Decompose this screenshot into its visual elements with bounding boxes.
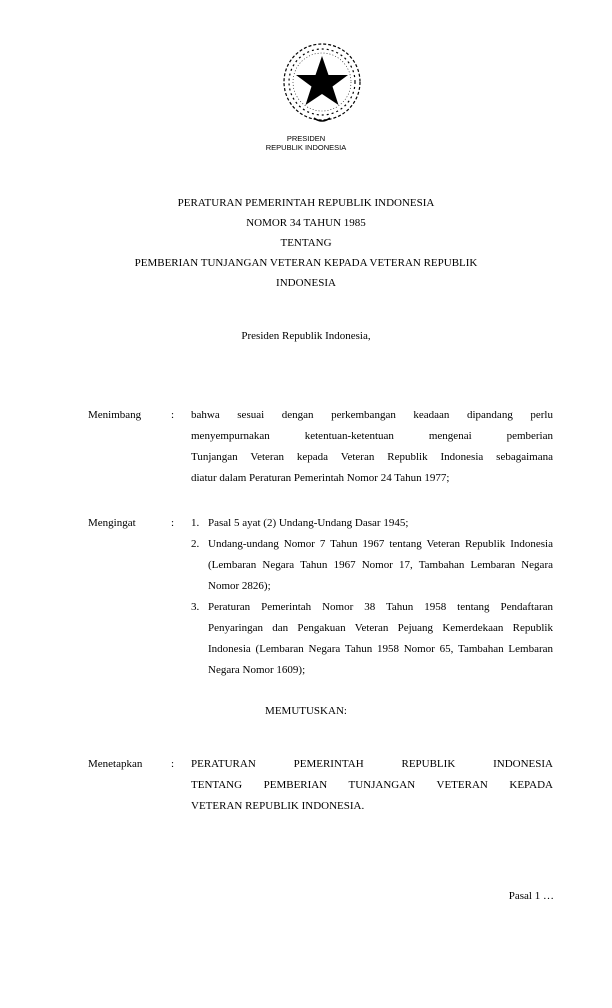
menimbang-line: menyempurnakan ketentuan-ketentuan mengenai pemberian bbox=[191, 430, 553, 442]
title-number: NOMOR 34 TAHUN 1985 bbox=[246, 217, 366, 229]
menimbang-line: bahwa sesuai dengan perkembangan keadaan dipandang perlu bbox=[191, 409, 553, 421]
list-number: 2. bbox=[191, 538, 200, 550]
menetapkan-colon: : bbox=[171, 758, 175, 770]
list-text: Pasal 5 ayat (2) Undang-Undang Dasar 1945; bbox=[208, 517, 409, 529]
menimbang-line: diatur dalam Peraturan Pemerintah Nomor 24 Tahun 1977; bbox=[191, 472, 450, 484]
mengingat-colon: : bbox=[171, 517, 175, 529]
title-subject: PEMBERIAN TUNJANGAN VETERAN KEPADA VETERAN REPUBLIK bbox=[134, 257, 478, 269]
menetapkan-label: Menetapkan bbox=[88, 758, 143, 770]
presidential-emblem-icon bbox=[278, 38, 366, 126]
menimbang-label: Menimbang bbox=[88, 409, 142, 421]
title-tentang: TENTANG bbox=[280, 237, 332, 249]
title-line: PERATURAN PEMERINTAH REPUBLIK INDONESIA bbox=[177, 197, 435, 209]
document-title bbox=[0, 193, 612, 293]
menetapkan-line: PERATURAN PEMERINTAH REPUBLIK INDONESIA bbox=[191, 758, 553, 770]
mengingat-label: Mengingat bbox=[88, 517, 136, 529]
list-item bbox=[191, 513, 553, 534]
preamble: Presiden Republik Indonesia, bbox=[241, 330, 371, 342]
menimbang-text bbox=[191, 405, 553, 489]
mengingat-list bbox=[191, 513, 553, 681]
menetapkan-text bbox=[191, 754, 553, 817]
menimbang-colon: : bbox=[171, 409, 175, 421]
list-number: 3. bbox=[191, 601, 200, 613]
title-subject-cont: INDONESIA bbox=[276, 277, 336, 289]
list-text: Undang-undang Nomor 7 Tahun 1967 tentang Veteran Republik Indonesia (Lembaran Negara Tahun 1967 Nomor 17, Tambahan Lembaran Negara Nomor 2826); bbox=[208, 538, 553, 592]
menimbang-line: Tunjangan Veteran kepada Veteran Republik Indonesia sebagaimana bbox=[191, 451, 553, 463]
list-number: 1. bbox=[191, 517, 200, 529]
list-text: Peraturan Pemerintah Nomor 38 Tahun 1958 tentang Pendaftaran Penyaringan dan Pengakuan Veteran Pejuang Kemerdekaan Republik Indonesia (Lembaran Negara Tahun 1958 Nomor 65, Tambahan Lembaran Negara Nomor 1609); bbox=[208, 601, 553, 676]
page-continuation: Pasal 1 … bbox=[508, 890, 554, 902]
list-item bbox=[191, 534, 553, 597]
memutuskan-heading: MEMUTUSKAN: bbox=[265, 705, 347, 717]
letterhead-line1: PRESIDEN bbox=[286, 134, 326, 143]
letterhead bbox=[0, 134, 612, 152]
list-item bbox=[191, 597, 553, 681]
menetapkan-line: TENTANG PEMBERIAN TUNJANGAN VETERAN KEPADA bbox=[191, 779, 553, 791]
menetapkan-line: VETERAN REPUBLIK INDONESIA. bbox=[191, 800, 365, 812]
letterhead-line2: REPUBLIK INDONESIA bbox=[265, 143, 347, 152]
